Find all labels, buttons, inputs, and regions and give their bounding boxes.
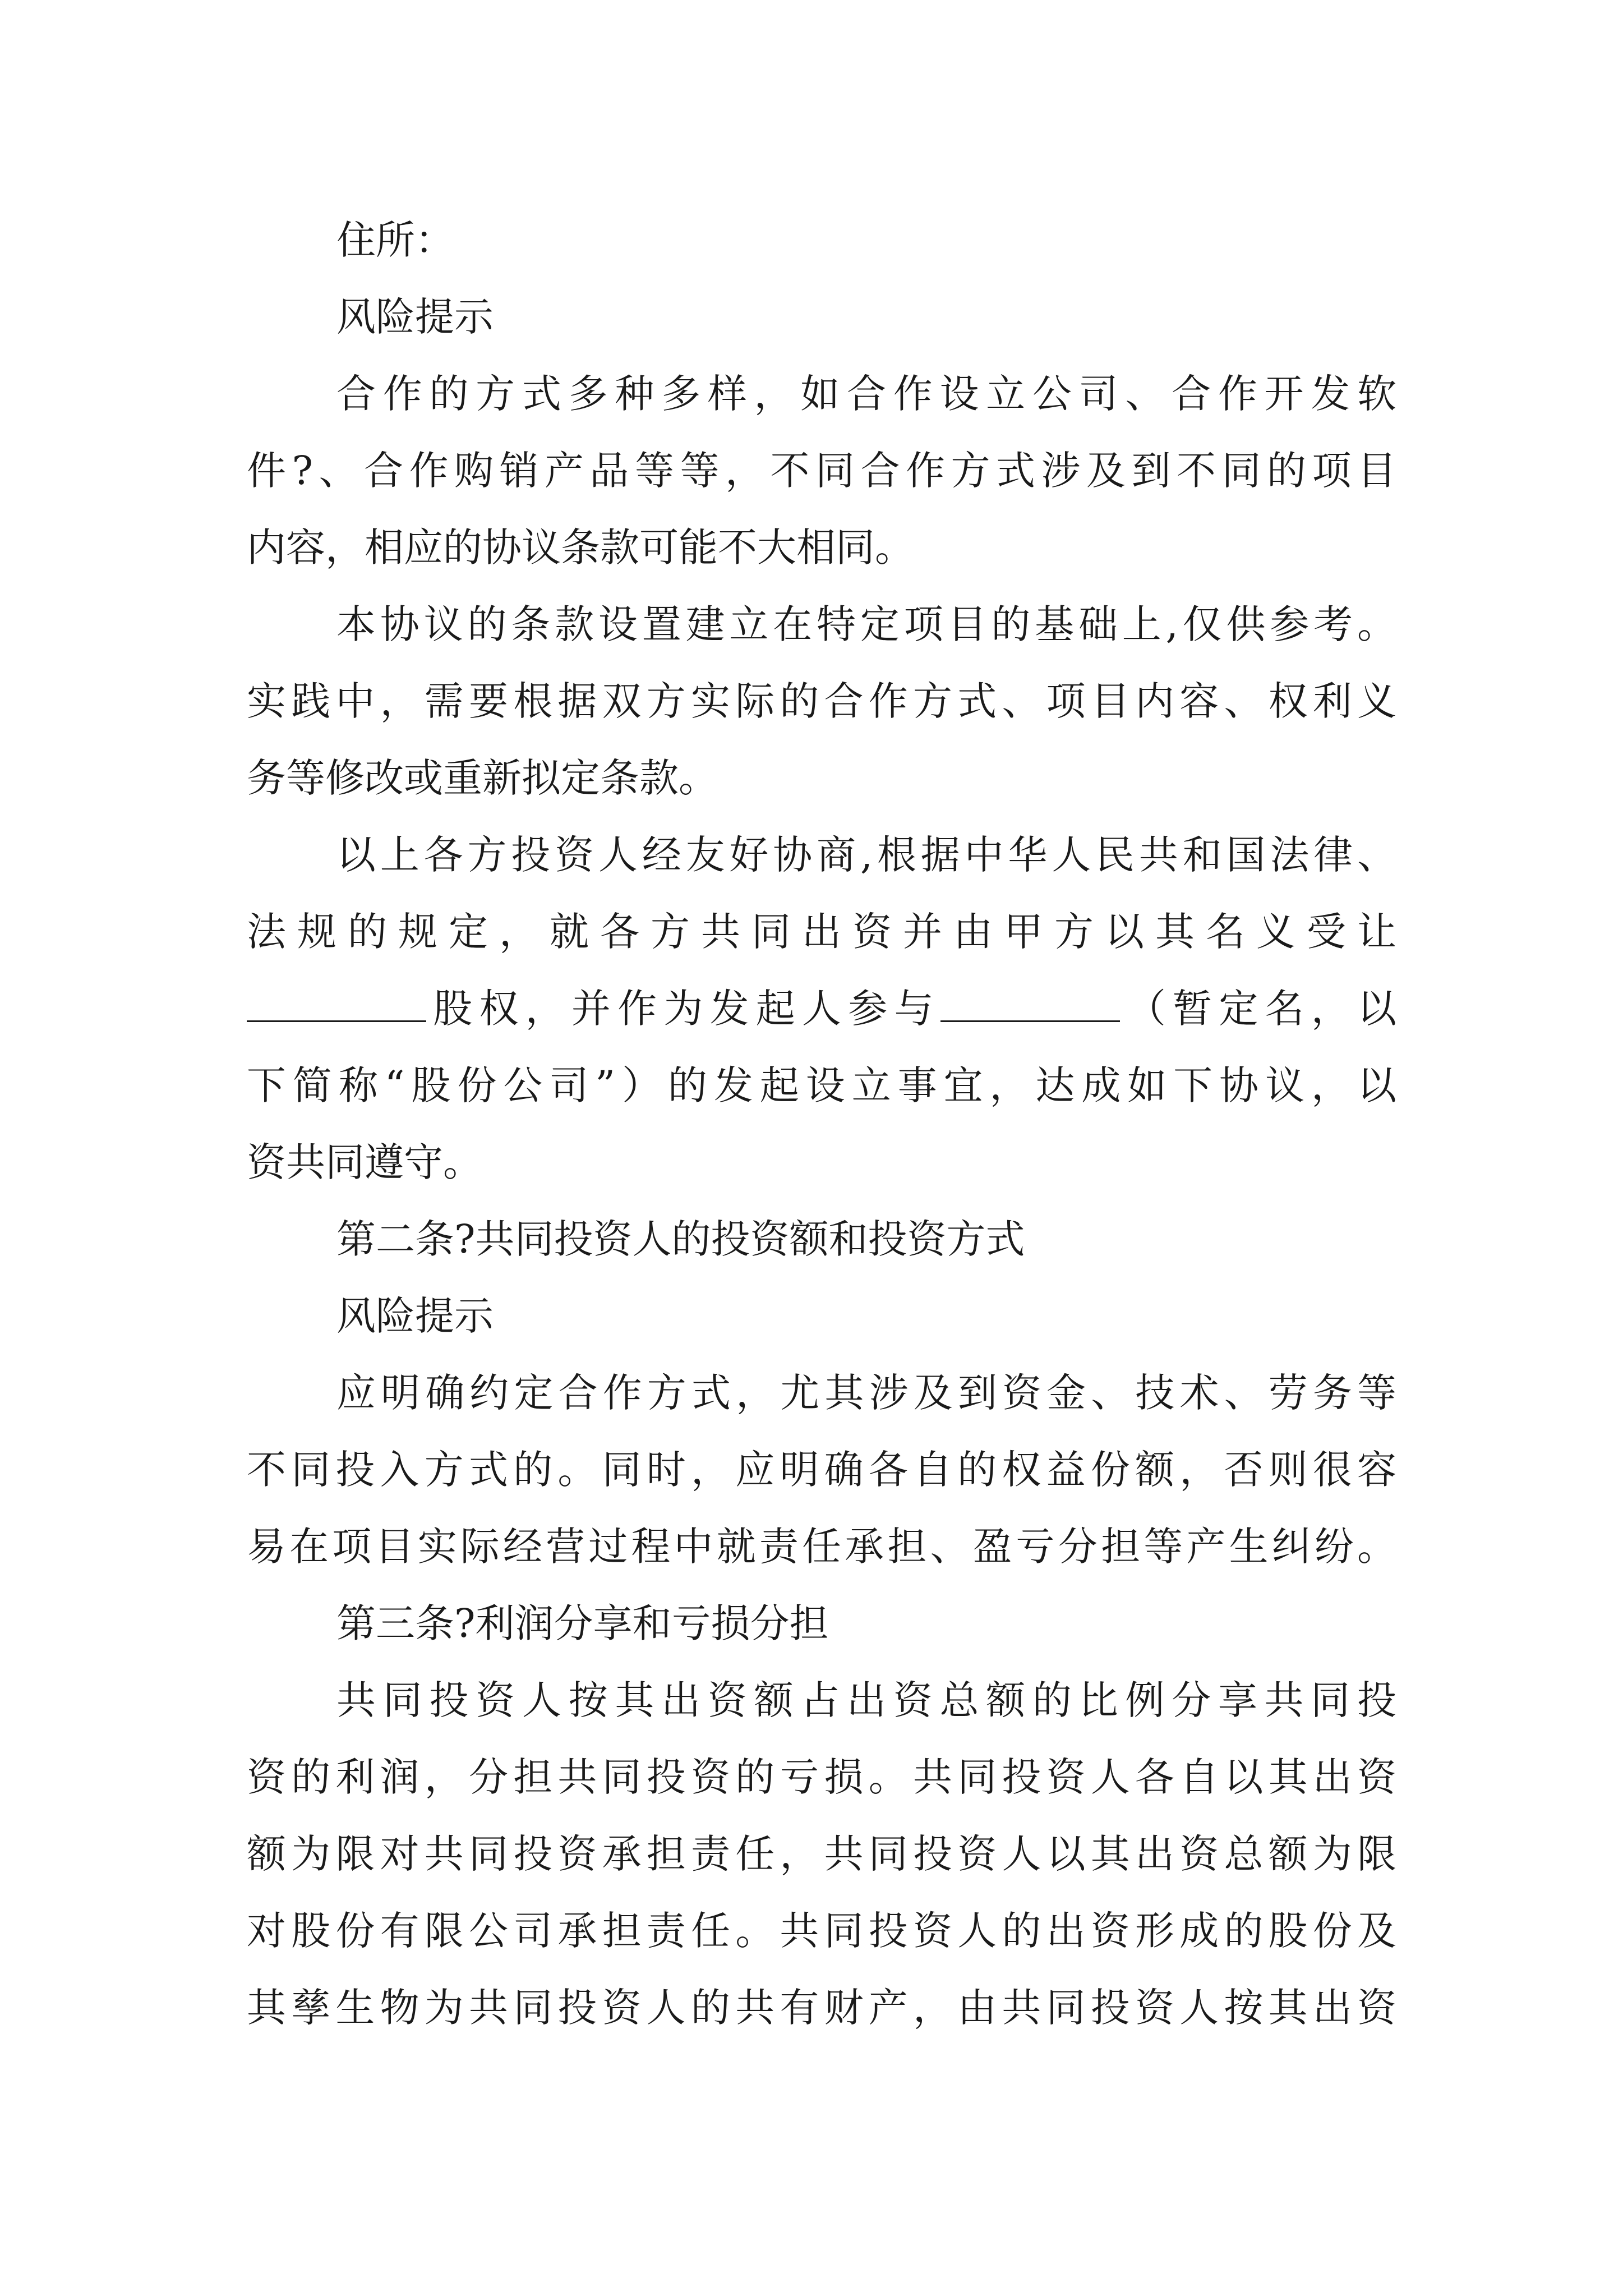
paragraph-line: 额为限对共同投资承担责任，共同投资人以其出资总额为限: [247, 1831, 1396, 1877]
paragraph-line-with-blanks: [247, 970, 1396, 1047]
document-page: [247, 202, 1396, 2046]
paragraph-line: 对股份有限公司承担责任。共同投资人的出资形成的股份及: [247, 1908, 1396, 1954]
blank-text: 股权，并作为发起人参与: [426, 986, 940, 1032]
paragraph-line: 应明确约定合作方式，尤其涉及到资金、技术、劳务等: [336, 1370, 1396, 1416]
paragraph-line: 资共同遵守。: [247, 1139, 482, 1185]
paragraph-line: 以上各方投资人经友好协商,根据中华人民共和国法律、: [336, 832, 1396, 878]
fill-blank: [247, 989, 426, 1022]
paragraph-line: 本协议的条款设置建立在特定项目的基础上,仅供参考。: [336, 601, 1396, 647]
paragraph-line: 下简称“股份公司”）的发起设立事宜，达成如下协议，以: [247, 1062, 1396, 1108]
paragraph-line: 资的利润，分担共同投资的亏损。共同投资人各自以其出资: [247, 1754, 1396, 1800]
paragraph-line: 内容，相应的协议条款可能不大相同。: [247, 524, 914, 570]
paragraph-line: 务等修改或重新拟定条款。: [247, 755, 718, 801]
paragraph-line: 其孳生物为共同投资人的共有财产，由共同投资人按其出资: [247, 1985, 1396, 2031]
paragraph-line: 合作的方式多种多样，如合作设立公司、合作开发软: [336, 371, 1396, 417]
paragraph-line: 实践中，需要根据双方实际的合作方式、项目内容、权利义: [247, 678, 1396, 724]
paragraph-line: 不同投入方式的。同时，应明确各自的权益份额，否则很容: [247, 1447, 1396, 1493]
risk-heading: 风险提示: [336, 1293, 494, 1339]
fill-blank: [940, 989, 1120, 1022]
article-heading: 第三条?利润分享和亏损分担: [336, 1600, 829, 1646]
paragraph-line: 共同投资人按其出资额占出资总额的比例分享共同投: [336, 1677, 1396, 1723]
risk-heading: 风险提示: [336, 294, 494, 340]
article-heading: 第二条?共同投资人的投资额和投资方式: [336, 1216, 1025, 1262]
paragraph-line: 件?、合作购销产品等等，不同合作方式涉及到不同的项目: [247, 448, 1396, 494]
blank-text: （暂定名，以: [1119, 986, 1396, 1032]
address-label: 住所：: [336, 217, 454, 263]
paragraph-line: 易在项目实际经营过程中就责任承担、盈亏分担等产生纠纷。: [247, 1524, 1396, 1570]
paragraph-line: 法规的规定，就各方共同出资并由甲方以其名义受让: [247, 909, 1396, 955]
